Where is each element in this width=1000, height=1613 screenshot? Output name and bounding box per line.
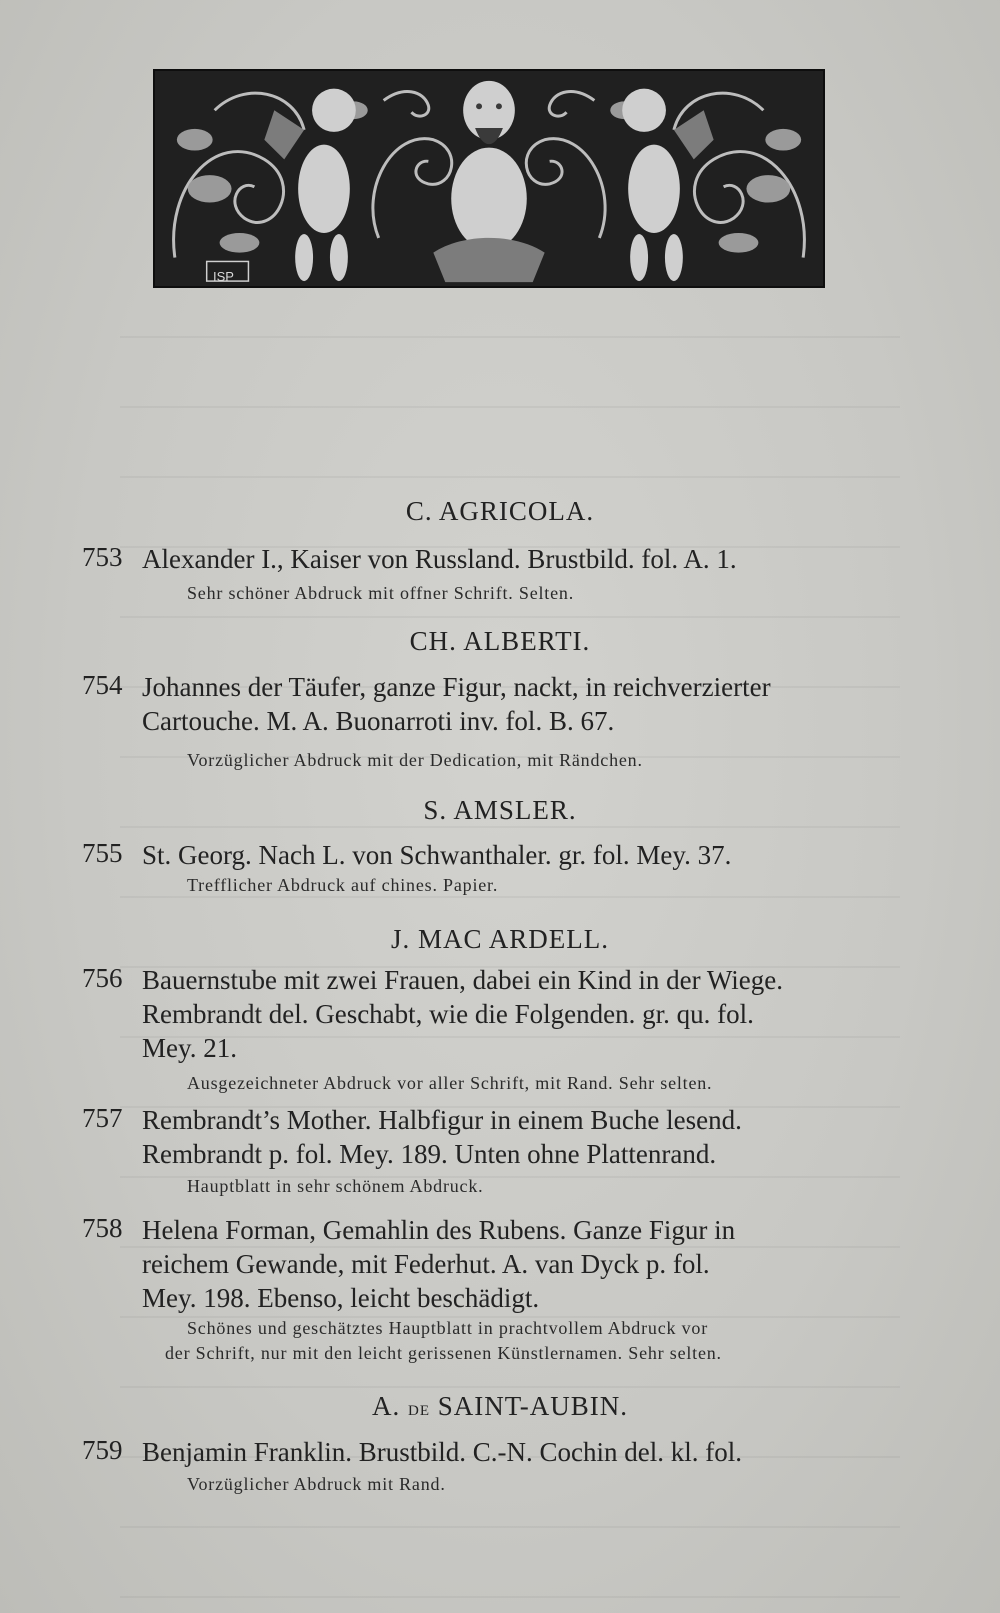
section-heading-alberti: CH. ALBERTI. (409, 626, 591, 656)
entry-note-756: Ausgezeichneter Abdruck vor aller Schrift, mit Rand. Sehr selten. (187, 1073, 713, 1093)
catalogue-entry-758 (82, 1213, 902, 1315)
heading-surname: SAINT-AUBIN. (429, 1391, 628, 1421)
heading-initial: A. (371, 1391, 408, 1421)
entry-number: 754 (82, 670, 123, 700)
catalogue-entry-759 (82, 1435, 902, 1469)
entry-number: 756 (82, 963, 123, 993)
entry-text-line: Helena Forman, Gemahlin des Rubens. Ganze Figur in (142, 1215, 736, 1245)
entry-text-line: reichem Gewande, mit Federhut. A. van Dyck p. fol. (142, 1249, 710, 1279)
entry-note-759: Vorzüglicher Abdruck mit Rand. (187, 1474, 446, 1494)
entry-note-755: Trefflicher Abdruck auf chines. Papier. (187, 875, 499, 895)
entry-text-line: Mey. 21. (142, 1033, 237, 1063)
section-heading-mac-ardell: J. MAC ARDELL. (390, 924, 610, 954)
catalogue-entry-755 (82, 838, 902, 872)
entry-number: 759 (82, 1435, 123, 1465)
entry-text-line: Mey. 198. Ebenso, leicht beschädigt. (142, 1283, 540, 1313)
section-heading-agricola: C. AGRICOLA. (405, 496, 595, 526)
entry-text-line: Rembrandt p. fol. Mey. 189. Unten ohne Plattenrand. (142, 1139, 717, 1169)
entry-text-line: Bauernstube mit zwei Frauen, dabei ein Kind in der Wiege. (142, 965, 783, 995)
entry-text-line: Cartouche. M. A. Buonarroti inv. fol. B. 67. (142, 706, 615, 736)
section-heading-amsler: S. AMSLER. (423, 795, 577, 825)
entry-note-758-line-1: Schönes und geschätztes Hauptblatt in prachtvollem Abdruck vor (187, 1318, 708, 1338)
entry-note-758-line-2: der Schrift, nur mit den leicht gerissenen Künstlernamen. Sehr selten. (165, 1343, 722, 1363)
entry-text-line: Rembrandt’s Mother. Halbfigur in einem Buche lesend. (142, 1105, 742, 1135)
entry-text-line: Alexander I., Kaiser von Russland. Brustbild. fol. A. 1. (142, 544, 737, 574)
entry-note-753: Sehr schöner Abdruck mit offner Schrift. Selten. (187, 583, 574, 603)
entry-number: 757 (82, 1103, 123, 1133)
catalogue-entry-754 (82, 670, 902, 738)
catalogue-entry-756 (82, 963, 902, 1065)
entry-text-line: Benjamin Franklin. Brustbild. C.-N. Cochin del. kl. fol. (142, 1437, 742, 1467)
entry-text-line: St. Georg. Nach L. von Schwanthaler. gr. fol. Mey. 37. (142, 840, 732, 870)
section-heading-saint-aubin (0, 1391, 1000, 1422)
entry-note-754: Vorzüglicher Abdruck mit der Dedication, mit Rändchen. (187, 750, 643, 770)
entry-note-757: Hauptblatt in sehr schönem Abdruck. (187, 1176, 484, 1196)
entry-number: 753 (82, 542, 123, 572)
entry-number: 755 (82, 838, 123, 868)
headpiece-illustration (155, 71, 823, 286)
engraver-monogram: ISP (213, 269, 234, 284)
entry-number: 758 (82, 1213, 123, 1243)
heading-particle: de (407, 1395, 430, 1420)
catalogue-entry-757 (82, 1103, 902, 1171)
entry-text-line: Rembrandt del. Geschabt, wie die Folgenden. gr. qu. fol. (142, 999, 754, 1029)
catalogue-entry-753 (82, 542, 902, 576)
entry-text-line: Johannes der Täufer, ganze Figur, nackt, in reichverzierter (142, 672, 771, 702)
ornamental-headpiece-engraving (153, 69, 825, 288)
